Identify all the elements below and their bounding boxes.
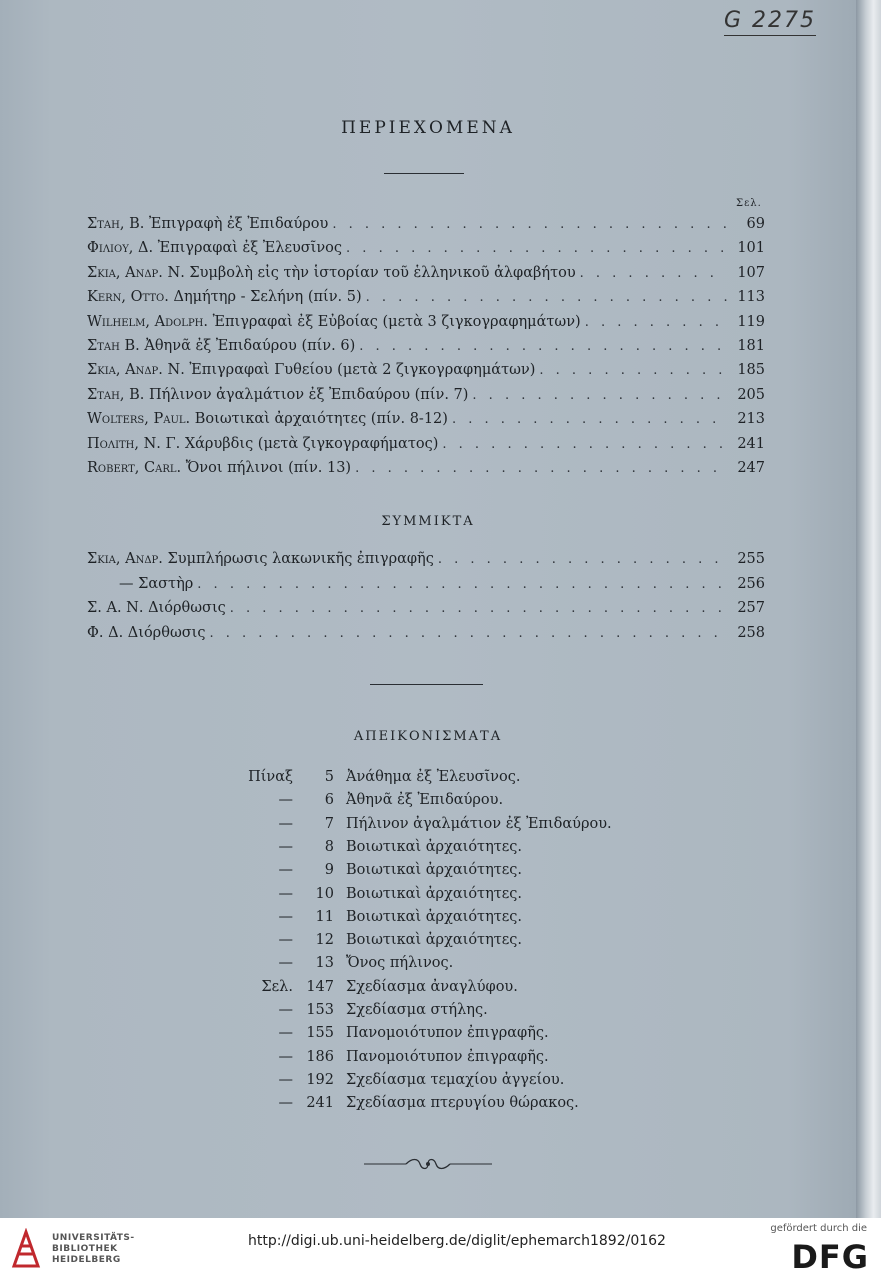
dot-leader: [442, 437, 727, 452]
illustration-number: 12: [315, 932, 334, 949]
dot-leader: [472, 388, 727, 403]
toc-entry-text: Βοιωτικαὶ ἀρχαιότητες (πίν. 8-12): [194, 411, 448, 428]
toc-entry-text: Ἀθηνᾶ ἐξ Ἐπιδαύρου (πίν. 6): [144, 338, 356, 354]
illustration-number: 186: [306, 1048, 334, 1065]
dot-leader: [359, 339, 727, 354]
toc-entry-author: Robert, Carl.: [87, 460, 182, 476]
illustration-label: —: [278, 862, 293, 879]
illustration-number: 11: [315, 908, 334, 925]
illustration-number: 192: [306, 1071, 334, 1088]
page-edge: [856, 0, 881, 1218]
toc-entry: [87, 436, 765, 458]
toc-entry-text: Συμβολὴ εἰς τὴν ἱστορίαν τοῦ ἑλληνικοῦ ἀλφαβήτου: [189, 264, 576, 281]
toc-entry-title: [87, 460, 351, 476]
toc-entry-text: Πήλινον ἀγαλμάτιον ἐξ Ἐπιδαύρου (πίν. 7): [148, 386, 469, 403]
toc-entry: [87, 265, 765, 287]
dot-leader: [209, 626, 727, 641]
illustration-number: 7: [324, 815, 334, 832]
title-rule: [384, 173, 464, 174]
toc-entry: [87, 600, 765, 622]
illustration-description: Σχεδίασμα ἀναγλύφου.: [346, 978, 518, 995]
illustration-number: 241: [306, 1095, 334, 1112]
toc-entry-text: Ἐπιγραφαὶ ἐξ Ἐλευσῖνος: [157, 240, 343, 257]
toc-entry-title: [87, 576, 193, 592]
dfg-logo: DFG: [791, 1238, 869, 1276]
toc-entry-page: 181: [737, 338, 765, 354]
toc-entry-page: 241: [737, 435, 765, 452]
illustration-description: Βοιωτικαὶ ἀρχαιότητες.: [346, 908, 523, 925]
illustration-label: —: [278, 885, 293, 902]
toc-entry-page: 257: [737, 600, 765, 617]
illustration-entry: [245, 862, 522, 884]
toc-entry-author: —: [119, 575, 134, 592]
toc-entry-page: 113: [737, 289, 765, 306]
illustration-label: —: [278, 838, 293, 855]
illustration-entry: [245, 792, 503, 814]
toc-entry-author: Wolters, Paul.: [87, 411, 191, 428]
illustration-description: Βοιωτικαὶ ἀρχαιότητες.: [346, 932, 523, 949]
symmikta-heading: ΣΥΜΜΙΚΤΑ: [381, 514, 475, 529]
illustration-description: Σχεδίασμα πτερυγίου θώρακος.: [346, 1095, 579, 1112]
illustration-number: 8: [324, 838, 334, 855]
toc-entry-text: Ἐπιγραφαὶ ἐξ Εὐβοίας (μετὰ 3 ζιγκογραφημάτων): [212, 313, 581, 330]
library-name: UNIVERSITÄTS- BIBLIOTHEK HEIDELBERG: [52, 1233, 135, 1265]
toc-entry-title: [87, 216, 328, 232]
toc-entry-title: [87, 240, 342, 256]
toc-entry-title: [87, 600, 226, 616]
illustration-entry: [245, 1072, 564, 1094]
illustration-number: 147: [306, 978, 334, 995]
page-column-label: Σελ.: [736, 198, 762, 209]
illustration-label: —: [278, 908, 293, 925]
illustration-label: —: [278, 1048, 293, 1065]
toc-entry-text: Χάρυβδις (μετὰ ζιγκογραφήματος): [184, 435, 439, 452]
illustration-number: 6: [324, 792, 334, 809]
dot-leader: [438, 552, 727, 567]
illustration-label: —: [278, 1002, 293, 1018]
illustration-number: 5: [324, 769, 334, 785]
illustration-description: Βοιωτικαὶ ἀρχαιότητες.: [346, 862, 523, 879]
illustration-description: Σχεδίασμα στήλης.: [346, 1002, 488, 1018]
page-title: ΠΕΡΙΕΧΟΜΕΝΑ: [341, 118, 515, 138]
toc-entry-text: Διόρθωσις: [127, 625, 206, 642]
toc-entry-text: Ὄνοι πήλινοι (πίν. 13): [185, 460, 352, 476]
illustration-number: 9: [324, 862, 334, 879]
illustration-label: —: [278, 792, 293, 809]
toc-entry-title: [87, 411, 448, 427]
illustration-label: —: [278, 1025, 293, 1042]
illustration-description: Πανομοιότυπον ἐπιγραφῆς.: [346, 1025, 549, 1042]
toc-entry-page: 107: [737, 264, 765, 281]
shelfmark: G 2275: [724, 8, 816, 36]
illustration-description: Ἀθηνᾶ ἐξ Ἐπιδαύρου.: [346, 792, 504, 809]
toc-entry-text: Συμπλήρωσις λακωνικῆς ἐπιγραφῆς: [167, 551, 434, 567]
toc-entry-author: Φ. Δ.: [87, 625, 124, 642]
illustration-label: —: [278, 955, 293, 972]
dot-leader: [580, 266, 727, 281]
illustration-number: 13: [315, 955, 334, 972]
toc-entry-page: 205: [737, 386, 765, 403]
section-rule: [370, 684, 483, 685]
illustration-entry: [245, 1002, 488, 1024]
toc-entry-page: 69: [746, 216, 765, 232]
illustration-entry: [245, 932, 522, 954]
toc-entry-author: Kern, Otto.: [87, 289, 169, 306]
illustration-entry: [245, 816, 612, 838]
illustration-number: 153: [306, 1002, 334, 1018]
illustration-entry: [245, 839, 522, 861]
toc-entry: [87, 362, 765, 384]
dot-leader: [332, 217, 727, 232]
toc-entry-author: Σκια, Ανδρ. Ν.: [87, 264, 185, 281]
toc-entry-author: Wilhelm, Adolph.: [87, 313, 208, 330]
illustration-entry: [245, 1095, 579, 1117]
dot-leader: [355, 461, 727, 476]
illustration-entry: [245, 1025, 549, 1047]
illustration-label: Σελ.: [261, 978, 293, 995]
illustration-description: Πήλινον ἀγαλμάτιον ἐξ Ἐπιδαύρου.: [346, 815, 612, 832]
illustration-description: Ἀνάθημα ἐξ Ἐλευσῖνος.: [346, 769, 521, 785]
toc-entry-author: Σταη Β.: [87, 338, 140, 354]
toc-entry: [87, 240, 765, 262]
toc-entry-title: [87, 551, 434, 567]
toc-entry-author: Σκια, Ανδρ. Ν.: [87, 362, 185, 379]
illustration-number: 10: [315, 885, 334, 902]
illustration-description: Βοιωτικαὶ ἀρχαιότητες.: [346, 885, 523, 902]
toc-entry: [87, 387, 765, 409]
illustration-label: —: [278, 932, 293, 949]
toc-entry-author: Πολιτη, Ν. Γ.: [87, 435, 181, 452]
toc-entry-author: Σταη, Β.: [87, 216, 145, 232]
toc-entry-page: 255: [737, 551, 765, 567]
illustration-label: —: [278, 1071, 293, 1088]
toc-entry-title: [87, 436, 438, 452]
illustration-entry: [245, 1049, 549, 1071]
dot-leader: [230, 601, 727, 616]
toc-entry: [87, 411, 765, 433]
toc-entry-author: Σκια, Ανδρ.: [87, 551, 163, 567]
illustration-description: Ὄνος πήλινος.: [346, 955, 454, 972]
toc-entry-author: Σταη, Β.: [87, 386, 145, 403]
toc-entry: [87, 576, 765, 598]
toc-entry-title: [87, 289, 362, 305]
toc-entry-page: 258: [737, 625, 765, 642]
toc-entry: [87, 216, 765, 238]
toc-entry-page: 119: [737, 313, 765, 330]
illustration-entry: [245, 979, 518, 1001]
toc-entry-title: [87, 314, 581, 330]
illustration-description: Πανομοιότυπον ἐπιγραφῆς.: [346, 1048, 549, 1065]
toc-entry-page: 101: [737, 240, 765, 257]
toc-entry: [87, 625, 765, 647]
toc-entry-title: [87, 338, 355, 354]
toc-entry-title: [87, 387, 468, 403]
toc-entry-page: 185: [737, 362, 765, 379]
illustration-description: Σχεδίασμα τεμαχίου ἀγγείου.: [346, 1071, 565, 1088]
toc-entry-page: 256: [737, 575, 765, 592]
dot-leader: [346, 241, 727, 256]
toc-entry-text: Σαστὴρ: [138, 575, 194, 592]
ornament-flourish-icon: [362, 1156, 494, 1172]
toc-entry: [87, 338, 765, 360]
funded-by-label: gefördert durch die: [770, 1223, 867, 1234]
toc-entry-text: Ἐπιγραφαὶ Γυθείου (μετὰ 2 ζιγκογραφημάτων): [189, 362, 536, 379]
toc-entry: [87, 289, 765, 311]
viewer-footer: [0, 1218, 881, 1281]
illustration-number: 155: [306, 1025, 334, 1042]
document-url-link[interactable]: http://digi.ub.uni-heidelberg.de/diglit/ephemarch1892/0162: [248, 1233, 666, 1249]
illustration-entry: [245, 909, 522, 931]
toc-entry-text: Ἐπιγραφὴ ἐξ Ἐπιδαύρου: [148, 216, 329, 232]
dot-leader: [539, 363, 727, 378]
illustration-label: —: [278, 815, 293, 832]
toc-entry: [87, 460, 765, 482]
toc-entry-author: Σ. Α. Ν.: [87, 600, 144, 617]
illustration-description: Βοιωτικαὶ ἀρχαιότητες.: [346, 838, 523, 855]
toc-entry-title: [87, 625, 205, 641]
dot-leader: [585, 315, 727, 330]
dot-leader: [197, 577, 727, 592]
illustration-label: Πίναξ: [248, 769, 293, 785]
illustrations-heading: ΑΠΕΙΚΟΝΙΣΜΑΤΑ: [353, 729, 503, 744]
illustration-entry: [245, 886, 522, 908]
toc-entry: [87, 551, 765, 573]
toc-entry: [87, 314, 765, 336]
illustration-label: —: [278, 1095, 293, 1112]
toc-entry-title: [87, 362, 535, 378]
toc-entry-page: 213: [737, 411, 765, 428]
university-logo-icon: [10, 1228, 42, 1268]
toc-entry-text: Διόρθωσις: [148, 600, 226, 617]
toc-entry-author: Φιλιου, Δ.: [87, 240, 154, 257]
toc-entry-title: [87, 265, 576, 281]
toc-entry-text: Δημήτηρ - Σελήνη (πίν. 5): [173, 289, 362, 306]
toc-entry-page: 247: [737, 460, 765, 476]
illustration-entry: [245, 955, 453, 977]
dot-leader: [366, 290, 727, 305]
dot-leader: [452, 412, 727, 427]
illustration-entry: [245, 769, 520, 791]
